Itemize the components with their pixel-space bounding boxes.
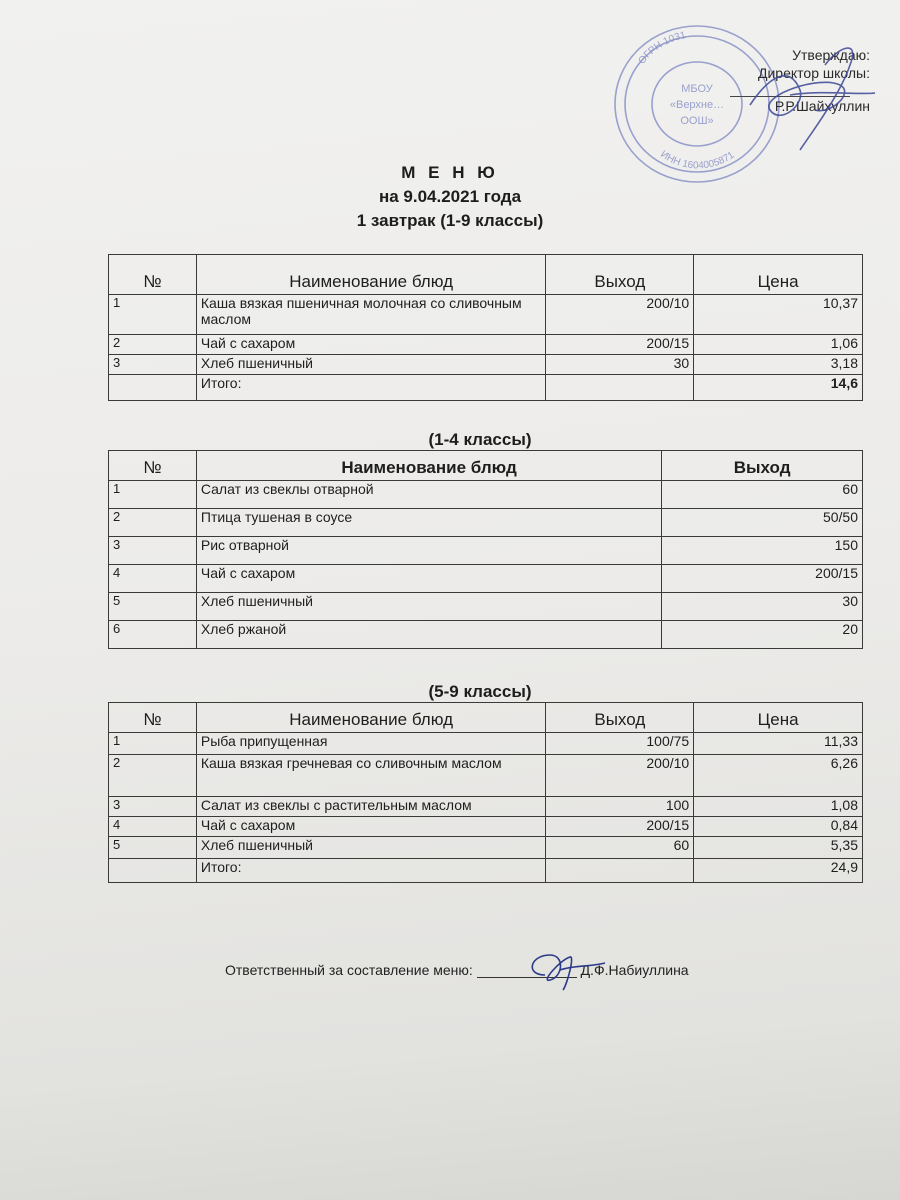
dish-name: Салат из свеклы отварной — [196, 481, 661, 509]
seal-center-1: МБОУ — [681, 83, 713, 95]
seal-ring-top: ОГРН 1031 — [636, 29, 687, 67]
approval-position: Директор школы: — [758, 65, 870, 81]
table-row: 2 Каша вязкая гречневая со сливочным маслом 200/10 6,26 — [109, 755, 863, 797]
col-number: № — [109, 703, 197, 733]
dish-price: 0,84 — [694, 817, 863, 837]
menu-table-5-9 — [108, 702, 863, 883]
col-output: Выход — [662, 451, 863, 481]
dish-name: Каша вязкая пшеничная молочная со сливочным маслом — [196, 295, 546, 335]
col-dish-name: Наименование блюд — [196, 255, 546, 295]
dish-name: Чай с сахаром — [196, 817, 546, 837]
dish-price: 3,18 — [694, 355, 863, 375]
col-dish-name: Наименование блюд — [196, 703, 546, 733]
dish-output: 200/15 — [546, 335, 694, 355]
table-row: 2 Птица тушеная в соусе 50/50 — [109, 509, 863, 537]
col-dish-name: Наименование блюд — [196, 451, 661, 481]
dish-price: 1,08 — [694, 797, 863, 817]
table-row: 1 Рыба припущенная 100/75 11,33 — [109, 733, 863, 755]
total-row — [109, 375, 863, 401]
responsible-signature — [505, 945, 615, 995]
dish-price: 11,33 — [694, 733, 863, 755]
col-number: № — [109, 451, 197, 481]
table-row: 5 Хлеб пшеничный 30 — [109, 593, 863, 621]
col-output: Выход — [546, 255, 694, 295]
dish-output: 50/50 — [662, 509, 863, 537]
menu-title: М Е Н Ю — [401, 163, 499, 182]
dish-output: 100 — [546, 797, 694, 817]
table-row: 5 Хлеб пшеничный 60 5,35 — [109, 837, 863, 859]
dish-price: 6,26 — [694, 755, 863, 797]
dish-output: 200/10 — [546, 755, 694, 797]
dish-name: Рыба припущенная — [196, 733, 546, 755]
dish-output: 200/15 — [662, 565, 863, 593]
section-heading-1-4: (1-4 классы) — [428, 430, 532, 449]
dish-price: 10,37 — [694, 295, 863, 335]
total-value: 14,6 — [694, 375, 863, 401]
dish-name: Чай с сахаром — [196, 565, 661, 593]
responsible-label: Ответственный за составление меню: — [225, 962, 473, 978]
col-price: Цена — [694, 255, 863, 295]
total-row — [109, 859, 863, 883]
dish-name: Салат из свеклы с растительным маслом — [196, 797, 546, 817]
table-row: 3 Салат из свеклы с растительным маслом 100 1,08 — [109, 797, 863, 817]
dish-output: 150 — [662, 537, 863, 565]
col-number: № — [109, 255, 197, 295]
total-label: Итого: — [196, 375, 546, 401]
dish-name: Каша вязкая гречневая со сливочным маслом — [196, 755, 546, 797]
section-heading-5-9: (5-9 классы) — [428, 682, 532, 701]
dish-name: Хлеб пшеничный — [196, 837, 546, 859]
table-row: 6 Хлеб ржаной 20 — [109, 621, 863, 649]
approval-label: Утверждаю: — [792, 47, 870, 63]
responsible-name: Д.Ф.Набиуллина — [580, 962, 689, 978]
dish-output: 60 — [546, 837, 694, 859]
approval-name: Р.Р.Шайхуллин — [774, 98, 870, 114]
dish-name: Хлеб пшеничный — [196, 593, 661, 621]
seal-center-2: «Верхне… — [669, 99, 725, 111]
dish-name: Хлеб пшеничный — [196, 355, 546, 375]
table-row: 3 Хлеб пшеничный 30 3,18 — [109, 355, 863, 375]
dish-output: 20 — [662, 621, 863, 649]
dish-output: 60 — [662, 481, 863, 509]
dish-name: Хлеб ржаной — [196, 621, 661, 649]
dish-output: 100/75 — [546, 733, 694, 755]
dish-name: Птица тушеная в соусе — [196, 509, 661, 537]
dish-output: 30 — [662, 593, 863, 621]
meal-heading: 1 завтрак (1-9 классы) — [356, 211, 544, 230]
dish-price: 5,35 — [694, 837, 863, 859]
breakfast-table-1-9 — [108, 254, 863, 401]
dish-name: Рис отварной — [196, 537, 661, 565]
dish-price: 1,06 — [694, 335, 863, 355]
table-row: 3 Рис отварной 150 — [109, 537, 863, 565]
table-row: 1 Салат из свеклы отварной 60 — [109, 481, 863, 509]
table-row: 4 Чай с сахаром 200/15 — [109, 565, 863, 593]
dish-output: 30 — [546, 355, 694, 375]
seal-center-3: ООШ» — [680, 115, 714, 127]
total-label: Итого: — [196, 859, 546, 883]
menu-table-1-4 — [108, 450, 863, 649]
table-row: 4 Чай с сахаром 200/15 0,84 — [109, 817, 863, 837]
seal-ring-bottom: ИНН 1604005871 — [658, 148, 737, 172]
svg-text:ОГРН 1031 — [637, 30, 688, 67]
total-value: 24,9 — [694, 859, 863, 883]
menu-date: на 9.04.2021 года — [378, 187, 522, 206]
director-signature — [730, 35, 880, 155]
dish-output: 200/15 — [546, 817, 694, 837]
dish-name: Чай с сахаром — [196, 335, 546, 355]
dish-output: 200/10 — [546, 295, 694, 335]
col-output: Выход — [546, 703, 694, 733]
table-row: 2 Чай с сахаром 200/15 1,06 — [109, 335, 863, 355]
col-price: Цена — [694, 703, 863, 733]
table-row: 1 Каша вязкая пшеничная молочная со сливочным маслом 200/10 10,37 — [109, 295, 863, 335]
